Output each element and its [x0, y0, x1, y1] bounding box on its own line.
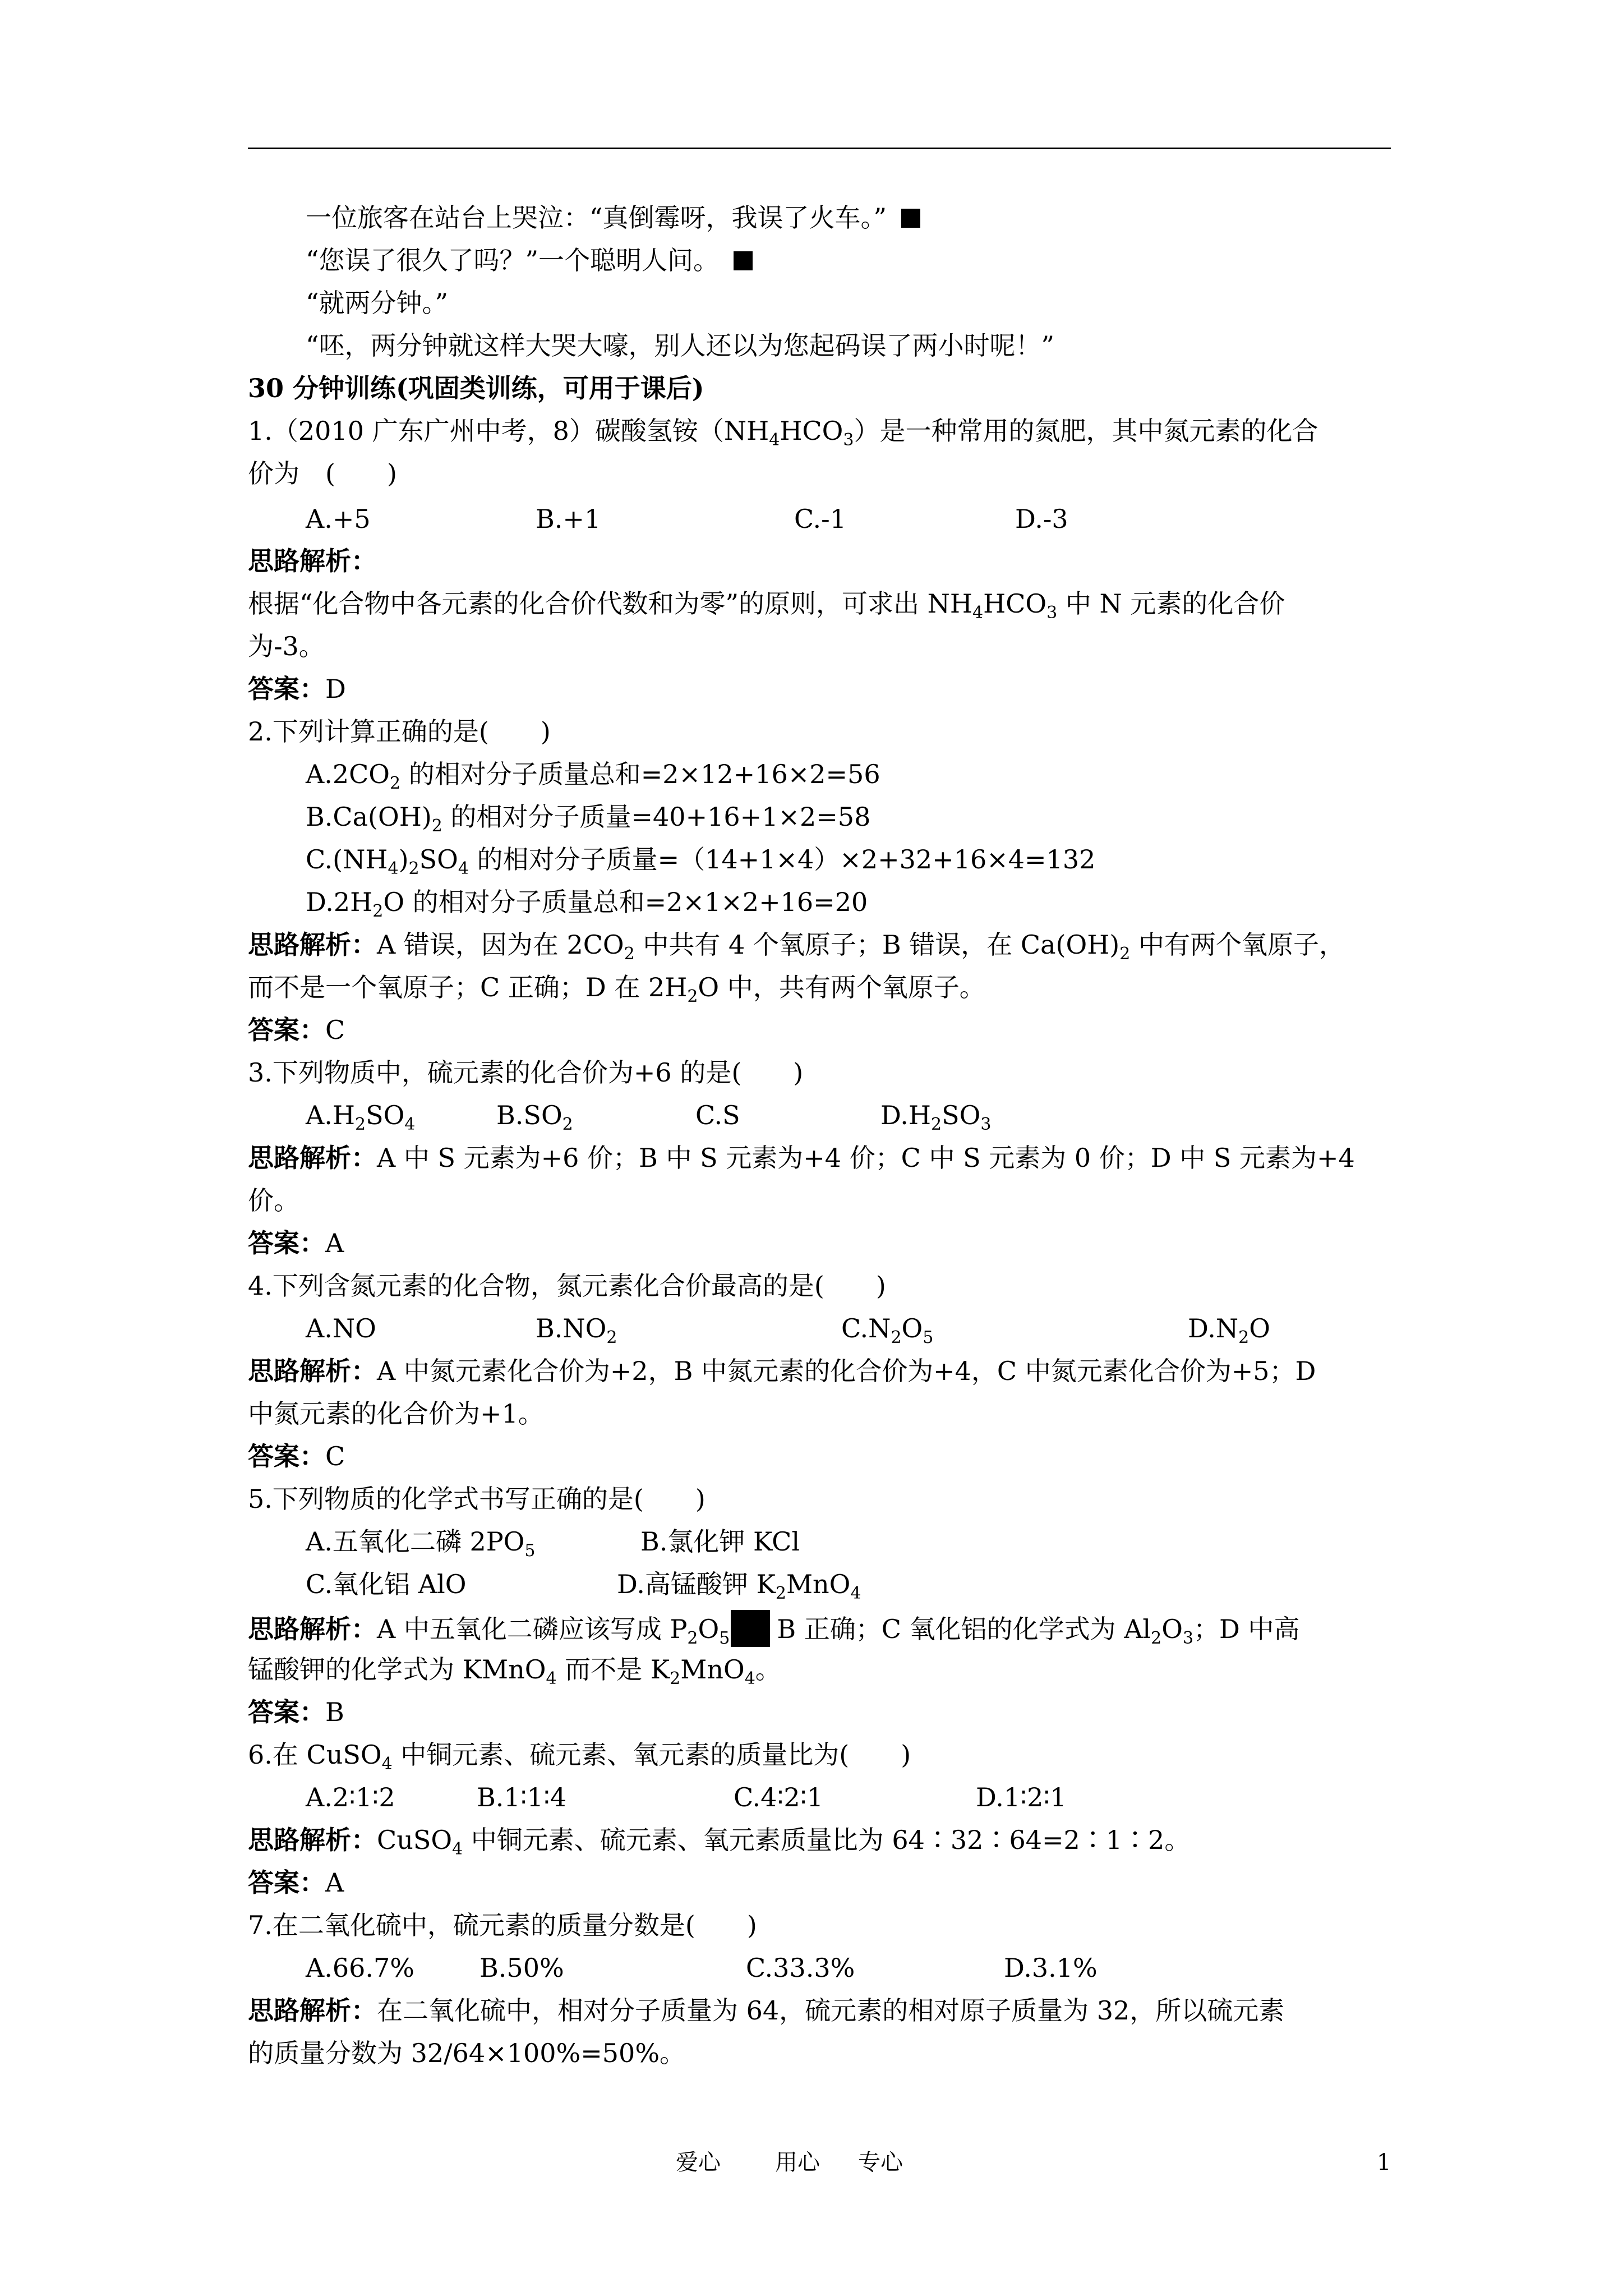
q4-answer: 答案：C	[248, 1441, 345, 1471]
q6-option-d: D.1∶2∶1	[976, 1782, 1067, 1812]
q5-option-b: B.氯化钾 KCl	[640, 1526, 800, 1557]
q2-analysis: 思路解析：A 错误，因为在 $2CO_2$ 中共有 4 个氧原子；B 错误，在 $Ca(OH)_2$ 中有两个氧原子，	[248, 930, 1345, 964]
square-mark-icon	[734, 251, 753, 270]
q4-option-b: $B.NO_2$	[536, 1313, 617, 1347]
q1-option-b: B.+1	[536, 504, 601, 534]
q5-option-c: C.氧化铝 AlO	[306, 1569, 467, 1599]
story-line-4: “呸，两分钟就这样大哭大嚎，别人还以为您起码误了两小时呢！”	[306, 330, 1055, 361]
q7-stem: 7.在二氧化硫中，硫元素的质量分数是( )	[248, 1910, 757, 1940]
section-title: 30 分钟训练(巩固类训练，可用于课后)	[248, 373, 704, 403]
redaction-block	[731, 1610, 770, 1647]
q2-analysis-line-2: 而不是一个氧原子；C 正确；D 在 $2H_2O$ 中，共有两个氧原子。	[248, 972, 985, 1006]
q2-option-c: $C.(NH_4)_2SO_4$ 的相对分子质量=（14+1×4）×2+32+16×4=132	[306, 844, 1096, 878]
q3-option-c: C.S	[695, 1100, 740, 1130]
q3-option-b: $B.SO_2$	[496, 1100, 573, 1134]
story-line-2: “您误了很久了吗？”一个聪明人问。	[306, 243, 753, 277]
q4-analysis-line-2: 中氮元素的化合价为+1。	[248, 1398, 544, 1429]
q6-option-c: C.4∶2∶1	[734, 1782, 823, 1812]
q2-stem: 2.下列计算正确的是( )	[248, 716, 551, 747]
q2-option-a: $A.2CO_2$ 的相对分子质量总和=2×12+16×2=56	[306, 759, 880, 793]
q5-analysis-line-2: 锰酸钾的化学式为 KMnO$_4$ 而不是 $K_2MnO_4$。	[248, 1654, 781, 1688]
footer-motto-3: 专心	[858, 2150, 903, 2175]
q4-option-d: $D.N_2O$	[1188, 1313, 1270, 1347]
q5-option-d: D.高锰酸钾 $K_2MnO_4$	[617, 1569, 861, 1603]
q5-analysis: 思路解析：A 中五氧化二磷应该写成 $P_2O_5$ B 正确；C 氧化铝的化学式为 $Al_2O_3$；D 中高	[248, 1610, 1300, 1647]
q4-analysis: 思路解析：A 中氮元素化合价为+2，B 中氮元素的化合价为+4，C 中氮元素化合价为+5；D	[248, 1356, 1316, 1386]
story-line-1: 一位旅客在站台上哭泣：“真倒霉呀，我误了火车。”	[306, 201, 920, 234]
q3-option-d: $D.H_2SO_3$	[880, 1100, 992, 1134]
q1-analysis-label: 思路解析：	[248, 546, 377, 576]
q4-option-c: $C.N_2O_5$	[841, 1313, 934, 1347]
q6-analysis: 思路解析：CuSO$_4$ 中铜元素、硫元素、氧元素质量比为 64∶32∶64=2∶1∶2。	[248, 1825, 1191, 1859]
page-number: 1	[1377, 2150, 1391, 2175]
q6-stem: 6.在 CuSO$_4$ 中铜元素、硫元素、氧元素的质量比为( )	[248, 1740, 911, 1774]
q4-option-a: A.NO	[306, 1313, 376, 1343]
q2-option-b: $B.Ca(OH)_2$ 的相对分子质量=40+16+1×2=58	[306, 802, 871, 836]
q1-option-a: A.+5	[306, 504, 371, 534]
q1-analysis: 根据“化合物中各元素的化合价代数和为零”的原则，可求出 $NH_4HCO_3$ 中 N 元素的化合价	[248, 588, 1285, 623]
q7-option-a: A.66.7%	[306, 1953, 414, 1983]
footer-motto-2: 用心	[775, 2150, 820, 2175]
q3-analysis-line-2: 价。	[248, 1185, 299, 1216]
story-line-3: “就两分钟。”	[306, 288, 449, 318]
q7-option-d: D.3.1%	[1004, 1953, 1098, 1983]
q7-option-b: B.50%	[479, 1953, 564, 1983]
q3-stem: 3.下列物质中，硫元素的化合价为+6 的是( )	[248, 1057, 804, 1088]
q6-option-a: A.2∶1∶2	[306, 1782, 395, 1812]
q5-option-a: A.五氧化二磷 $2PO_5$	[306, 1526, 536, 1561]
q6-answer: 答案：A	[248, 1867, 344, 1898]
q1-stem: 1.（2010 广东广州中考，8）碳酸氢铵$(NH_4HCO_3)$是一种常用的氮肥，其中氮元素的化合	[248, 416, 1318, 450]
q1-analysis-line-2: 为-3。	[248, 631, 325, 661]
q2-answer: 答案：C	[248, 1015, 345, 1045]
q2-option-d: $D.2H_2O$ 的相对分子质量总和=2×1×2+16=20	[306, 887, 868, 921]
q1-stem-line-2: 价为 ( )	[248, 458, 397, 489]
q4-stem: 4.下列含氮元素的化合物，氮元素化合价最高的是( )	[248, 1271, 886, 1301]
q5-answer: 答案：B	[248, 1697, 344, 1727]
q5-stem: 5.下列物质的化学式书写正确的是( )	[248, 1484, 706, 1514]
q3-option-a: $A.H_2SO_4$	[306, 1100, 416, 1134]
q3-analysis: 思路解析：A 中 S 元素为+6 价；B 中 S 元素为+4 价；C 中 S 元素为 0 价；D 中 S 元素为+4	[248, 1143, 1355, 1173]
header-rule	[248, 148, 1391, 149]
q7-option-c: C.33.3%	[746, 1953, 855, 1983]
q6-option-b: B.1∶1∶4	[477, 1782, 567, 1812]
q1-answer: 答案：D	[248, 674, 346, 704]
q3-answer: 答案：A	[248, 1228, 344, 1258]
q1-option-c: C.-1	[794, 504, 846, 534]
square-mark-icon	[901, 209, 920, 228]
q1-option-d: D.-3	[1015, 504, 1068, 534]
footer-motto-1: 爱心	[676, 2150, 721, 2175]
q7-analysis-line-2: 的质量分数为 32/64×100%=50%。	[248, 2038, 686, 2068]
q7-analysis: 思路解析：在二氧化硫中，相对分子质量为 64，硫元素的相对原子质量为 32，所以硫元素	[248, 1995, 1285, 2026]
